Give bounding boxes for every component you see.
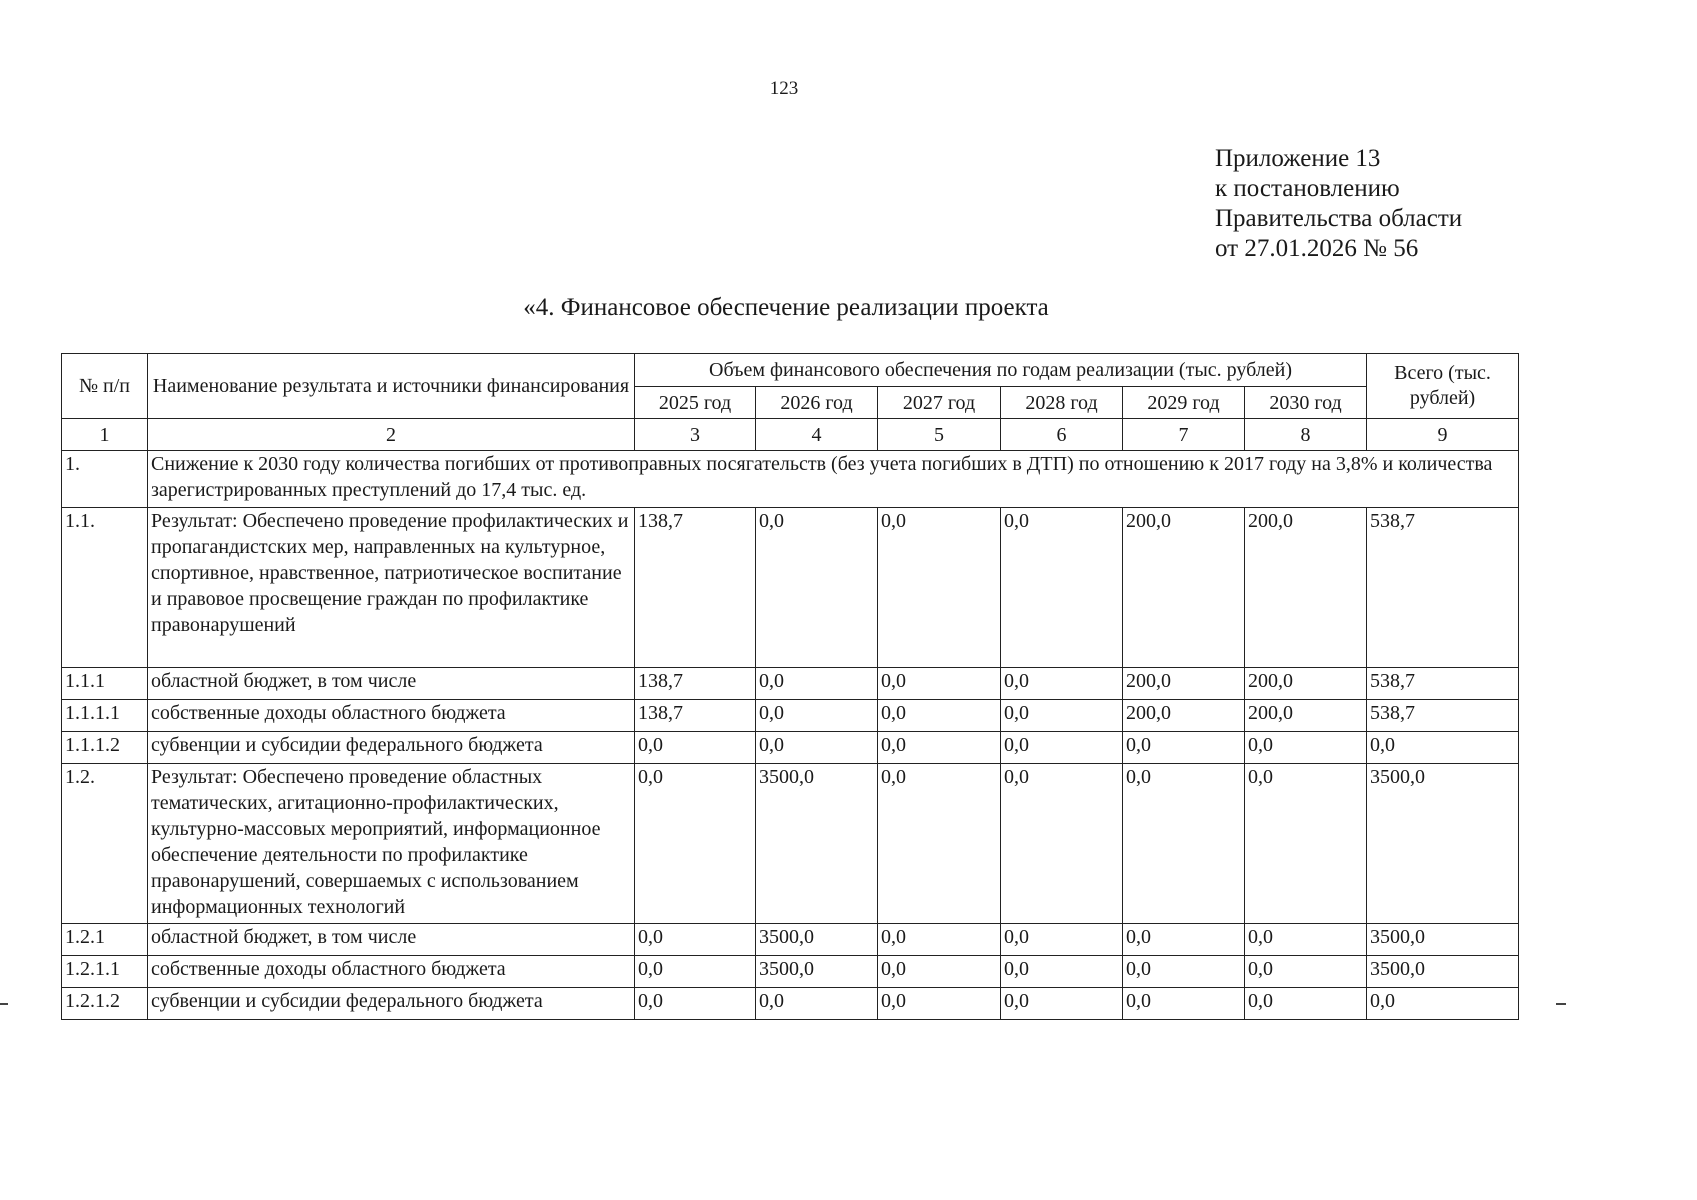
row-name: субвенции и субсидии федерального бюджета <box>148 988 635 1020</box>
row-value: 3500,0 <box>1367 924 1519 956</box>
page-number: 123 <box>769 78 799 99</box>
row-value: 200,0 <box>1245 508 1367 668</box>
row-value: 0,0 <box>1123 924 1245 956</box>
row-value: 0,0 <box>635 764 756 924</box>
header-year: 2026 год <box>756 387 878 419</box>
row-value: 200,0 <box>1123 668 1245 700</box>
row-value: 0,0 <box>1245 988 1367 1020</box>
row-value: 0,0 <box>756 700 878 732</box>
goal-text: Снижение к 2030 году количества погибших от противоправных посягательств (без учета погибших в ДТП) по отношению к 2017 году на 3,8% и количества зарегистрированных преступлений до 17,4 тыс. ед. <box>148 451 1519 508</box>
appendix-line: Правительства области <box>1215 205 1463 232</box>
row-value: 0,0 <box>635 924 756 956</box>
header-total: Всего (тыс. рублей) <box>1367 354 1519 419</box>
row-value: 3500,0 <box>756 924 878 956</box>
row-value: 0,0 <box>1001 764 1123 924</box>
goal-row <box>62 451 1519 508</box>
header-name: Наименование результата и источники финансирования <box>148 354 635 419</box>
column-number: 4 <box>756 419 878 451</box>
column-number: 5 <box>878 419 1001 451</box>
row-value: 0,0 <box>878 956 1001 988</box>
row-value: 0,0 <box>1245 924 1367 956</box>
row-num: 1.1.1 <box>62 668 148 700</box>
row-num: 1.1.1.2 <box>62 732 148 764</box>
row-value: 0,0 <box>878 508 1001 668</box>
row-value: 3500,0 <box>756 764 878 924</box>
row-value: 138,7 <box>635 700 756 732</box>
row-value: 3500,0 <box>1367 956 1519 988</box>
table-row <box>62 700 1519 732</box>
row-value: 0,0 <box>756 668 878 700</box>
row-value: 200,0 <box>1123 700 1245 732</box>
row-name: собственные доходы областного бюджета <box>148 700 635 732</box>
row-name: Результат: Обеспечено проведение областных тематических, агитационно-профилактических, культурно-массовых мероприятий, информационное обеспечение деятельности по профилактике правонарушений, совершаемых с использованием информационных технологий <box>148 764 635 924</box>
column-number: 8 <box>1245 419 1367 451</box>
row-value: 0,0 <box>1123 764 1245 924</box>
appendix-block <box>1215 144 1462 264</box>
row-value: 0,0 <box>878 700 1001 732</box>
row-value: 0,0 <box>635 732 756 764</box>
row-value: 0,0 <box>878 668 1001 700</box>
row-value: 0,0 <box>1123 988 1245 1020</box>
goal-num: 1. <box>62 451 148 508</box>
row-value: 0,0 <box>1367 732 1519 764</box>
column-number: 2 <box>148 419 635 451</box>
row-value: 0,0 <box>878 732 1001 764</box>
row-value: 0,0 <box>756 508 878 668</box>
header-year: 2029 год <box>1123 387 1245 419</box>
header-row <box>62 354 1519 387</box>
row-value: 0,0 <box>1123 732 1245 764</box>
row-value: 0,0 <box>635 988 756 1020</box>
row-value: 3500,0 <box>1367 764 1519 924</box>
row-value: 0,0 <box>878 988 1001 1020</box>
section-title: «4. Финансовое обеспечение реализации проекта <box>523 294 1049 321</box>
appendix-line: Приложение 13 <box>1215 145 1381 172</box>
row-value: 0,0 <box>1001 732 1123 764</box>
row-name: субвенции и субсидии федерального бюджета <box>148 732 635 764</box>
row-num: 1.2. <box>62 764 148 924</box>
table-row <box>62 732 1519 764</box>
row-value: 0,0 <box>1001 956 1123 988</box>
row-num: 1.2.1.2 <box>62 988 148 1020</box>
table-row <box>62 668 1519 700</box>
row-num: 1.1. <box>62 508 148 668</box>
row-name: собственные доходы областного бюджета <box>148 956 635 988</box>
row-value: 0,0 <box>1001 988 1123 1020</box>
row-value: 0,0 <box>878 764 1001 924</box>
row-value: 138,7 <box>635 508 756 668</box>
row-value: 538,7 <box>1367 508 1519 668</box>
table-row <box>62 764 1519 924</box>
row-value: 0,0 <box>878 924 1001 956</box>
row-value: 0,0 <box>1001 924 1123 956</box>
row-value: 538,7 <box>1367 700 1519 732</box>
column-number: 9 <box>1367 419 1519 451</box>
row-value: 200,0 <box>1245 700 1367 732</box>
column-numbers-row <box>62 419 1519 451</box>
row-name: Результат: Обеспечено проведение профилактических и пропагандистских мер, направленных на культурное, спортивное, нравственное, патриотическое воспитание и правовое просвещение граждан по профилактике правонарушений <box>148 508 635 668</box>
column-number: 3 <box>635 419 756 451</box>
header-volume: Объем финансового обеспечения по годам реализации (тыс. рублей) <box>635 354 1367 387</box>
row-value: 0,0 <box>1001 508 1123 668</box>
row-value: 200,0 <box>1245 668 1367 700</box>
row-name: областной бюджет, в том числе <box>148 924 635 956</box>
row-name: областной бюджет, в том числе <box>148 668 635 700</box>
header-year: 2027 год <box>878 387 1001 419</box>
row-value: 0,0 <box>1367 988 1519 1020</box>
table-row <box>62 924 1519 956</box>
header-year: 2025 год <box>635 387 756 419</box>
row-num: 1.2.1.1 <box>62 956 148 988</box>
row-value: 0,0 <box>1245 764 1367 924</box>
row-value: 0,0 <box>1245 732 1367 764</box>
appendix-line: к постановлению <box>1215 175 1400 202</box>
row-value: 0,0 <box>1001 668 1123 700</box>
margin-mark <box>1556 1003 1566 1005</box>
row-value: 138,7 <box>635 668 756 700</box>
row-value: 0,0 <box>756 988 878 1020</box>
table-row <box>62 956 1519 988</box>
header-year: 2028 год <box>1001 387 1123 419</box>
row-value: 0,0 <box>1001 700 1123 732</box>
row-num: 1.2.1 <box>62 924 148 956</box>
appendix-line: от 27.01.2026 № 56 <box>1215 235 1419 262</box>
row-value: 0,0 <box>756 732 878 764</box>
table-row <box>62 988 1519 1020</box>
column-number: 1 <box>62 419 148 451</box>
header-year: 2030 год <box>1245 387 1367 419</box>
row-value: 538,7 <box>1367 668 1519 700</box>
financing-table <box>61 353 1519 1020</box>
column-number: 7 <box>1123 419 1245 451</box>
row-value: 3500,0 <box>756 956 878 988</box>
column-number: 6 <box>1001 419 1123 451</box>
row-value: 0,0 <box>635 956 756 988</box>
row-value: 0,0 <box>1123 956 1245 988</box>
margin-mark <box>0 1003 8 1005</box>
row-value: 0,0 <box>1245 956 1367 988</box>
row-value: 200,0 <box>1123 508 1245 668</box>
header-num: № п/п <box>62 354 148 419</box>
table-row <box>62 508 1519 668</box>
row-num: 1.1.1.1 <box>62 700 148 732</box>
